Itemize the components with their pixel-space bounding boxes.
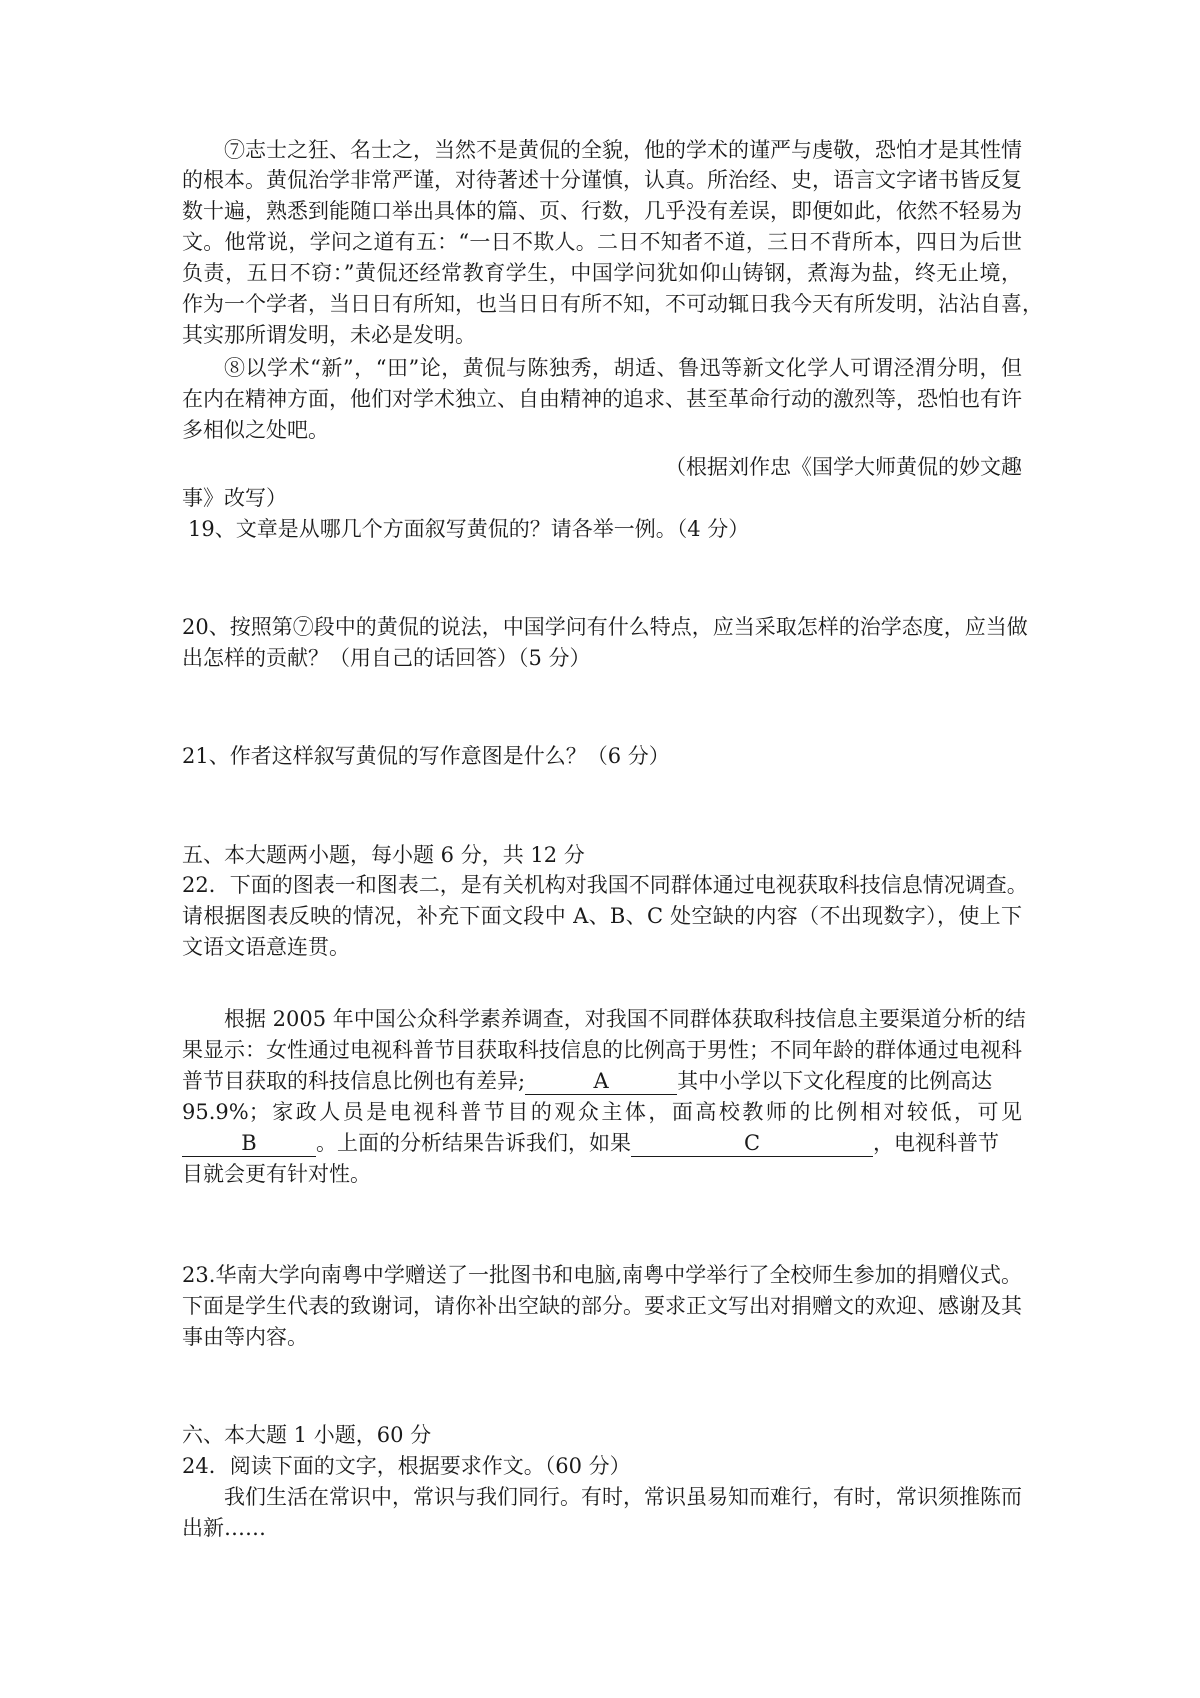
text-line: ⑦志士之狂、名士之，当然不是黄侃的全貌，他的学术的谨严与虔敬，恐怕才是其性情 [224,138,1022,162]
text-span: 普节目获取的科技信息比例也有差异; [182,1069,526,1093]
question-20-cont: 出怎样的贡献？（用自己的话回答）（5 分） [182,646,591,670]
text-line: 的根本。黄侃治学非常严谨，对待著述十分谨慎，认真。所治经、史，语言文字诸书皆反复 [182,168,1022,192]
section-6-heading: 六、本大题 1 小题，60 分 [182,1423,432,1447]
question-22-line: 请根据图表反映的情况，补充下面文段中 A、B、C 处空缺的内容（不出现数字），使上下 [182,904,1022,928]
question-23: 23.华南大学向南粤中学赠送了一批图书和电脑,南粤中学举行了全校师生参加的捐赠仪式。 [182,1263,1022,1287]
question-23-line: 事由等内容。 [182,1325,308,1349]
question-20: 20、按照第⑦段中的黄侃的说法，中国学问有什么特点，应当采取怎样的治学态度，应当做 [182,615,1028,639]
text-line [182,1066,992,1096]
text-line: 目就会更有针对性。 [182,1162,371,1186]
question-22-line: 文语文语意连贯。 [182,935,350,959]
text-line: 果显示：女性通过电视科普节目获取科技信息的比例高于男性；不同年龄的群体通过电视科 [182,1038,1022,1062]
text-line: 在内在精神方面，他们对学术独立、自由精神的追求、甚至革命行动的激烈等，恐怕也有许 [182,387,1022,411]
blank-c[interactable]: C [631,1130,873,1157]
text-line: 根据 2005 年中国公众科学素养调查，对我国不同群体获取科技信息主要渠道分析的结 [224,1007,1026,1031]
text-line: 数十遍，熟悉到能随口举出具体的篇、页、行数，几乎没有差误，即便如此，依然不轻易为 [182,199,1022,223]
text-line: ⑧以学术“新”，“田”论，黄侃与陈独秀，胡适、鲁迅等新文化学人可谓泾渭分明，但 [224,356,1022,380]
question-19: 19、文章是从哪几个方面叙写黄侃的？请各举一例。（4 分） [188,517,750,541]
text-span: 。上面的分析结果告诉我们，如果 [316,1131,631,1155]
question-24-prompt-cont: 出新…… [182,1516,266,1540]
blank-b[interactable]: B [182,1130,316,1157]
question-24-prompt: 我们生活在常识中，常识与我们同行。有时，常识虽易知而难行，有时，常识须推陈而 [224,1485,1022,1509]
text-line: 95.9%；家政人员是电视科普节目的观众主体，面高校教师的比例相对较低，可见 [182,1100,1022,1124]
question-21: 21、作者这样叙写黄侃的写作意图是什么？（6 分） [182,744,670,768]
question-24: 24．阅读下面的文字，根据要求作文。（60 分） [182,1454,631,1478]
text-line: 作为一个学者，当日日有所知，也当日日有所不知，不可动辄日我今天有所发明，沾沾自喜， [182,292,1043,316]
source-citation: （根据刘作忠《国学大师黄侃的妙文趣 [665,455,1022,479]
question-23-line: 下面是学生代表的致谢词，请你补出空缺的部分。要求正文写出对捐赠文的欢迎、感谢及其 [182,1294,1022,1318]
source-citation-cont: 事》改写） [182,486,287,510]
text-line [182,1128,999,1158]
text-span: 其中小学以下文化程度的比例高达 [677,1069,993,1093]
text-span: ，电视科普节 [873,1131,999,1155]
text-line: 多相似之处吧。 [182,418,329,442]
text-line: 文。他常说，学问之道有五：“一日不欺人。二日不知者不道，三日不背所本，四日为后世 [182,230,1022,254]
question-22: 22．下面的图表一和图表二，是有关机构对我国不同群体通过电视获取科技信息情况调查。 [182,873,1028,897]
text-line: 其实那所谓发明，未必是发明。 [182,323,476,347]
text-line: 负责，五日不窃：”黄侃还经常教育学生，中国学问犹如仰山铸钢，煮海为盐，终无止境， [182,261,1022,285]
blank-a[interactable]: A [525,1068,677,1095]
section-5-heading: 五、本大题两小题，每小题 6 分，共 12 分 [182,843,585,867]
